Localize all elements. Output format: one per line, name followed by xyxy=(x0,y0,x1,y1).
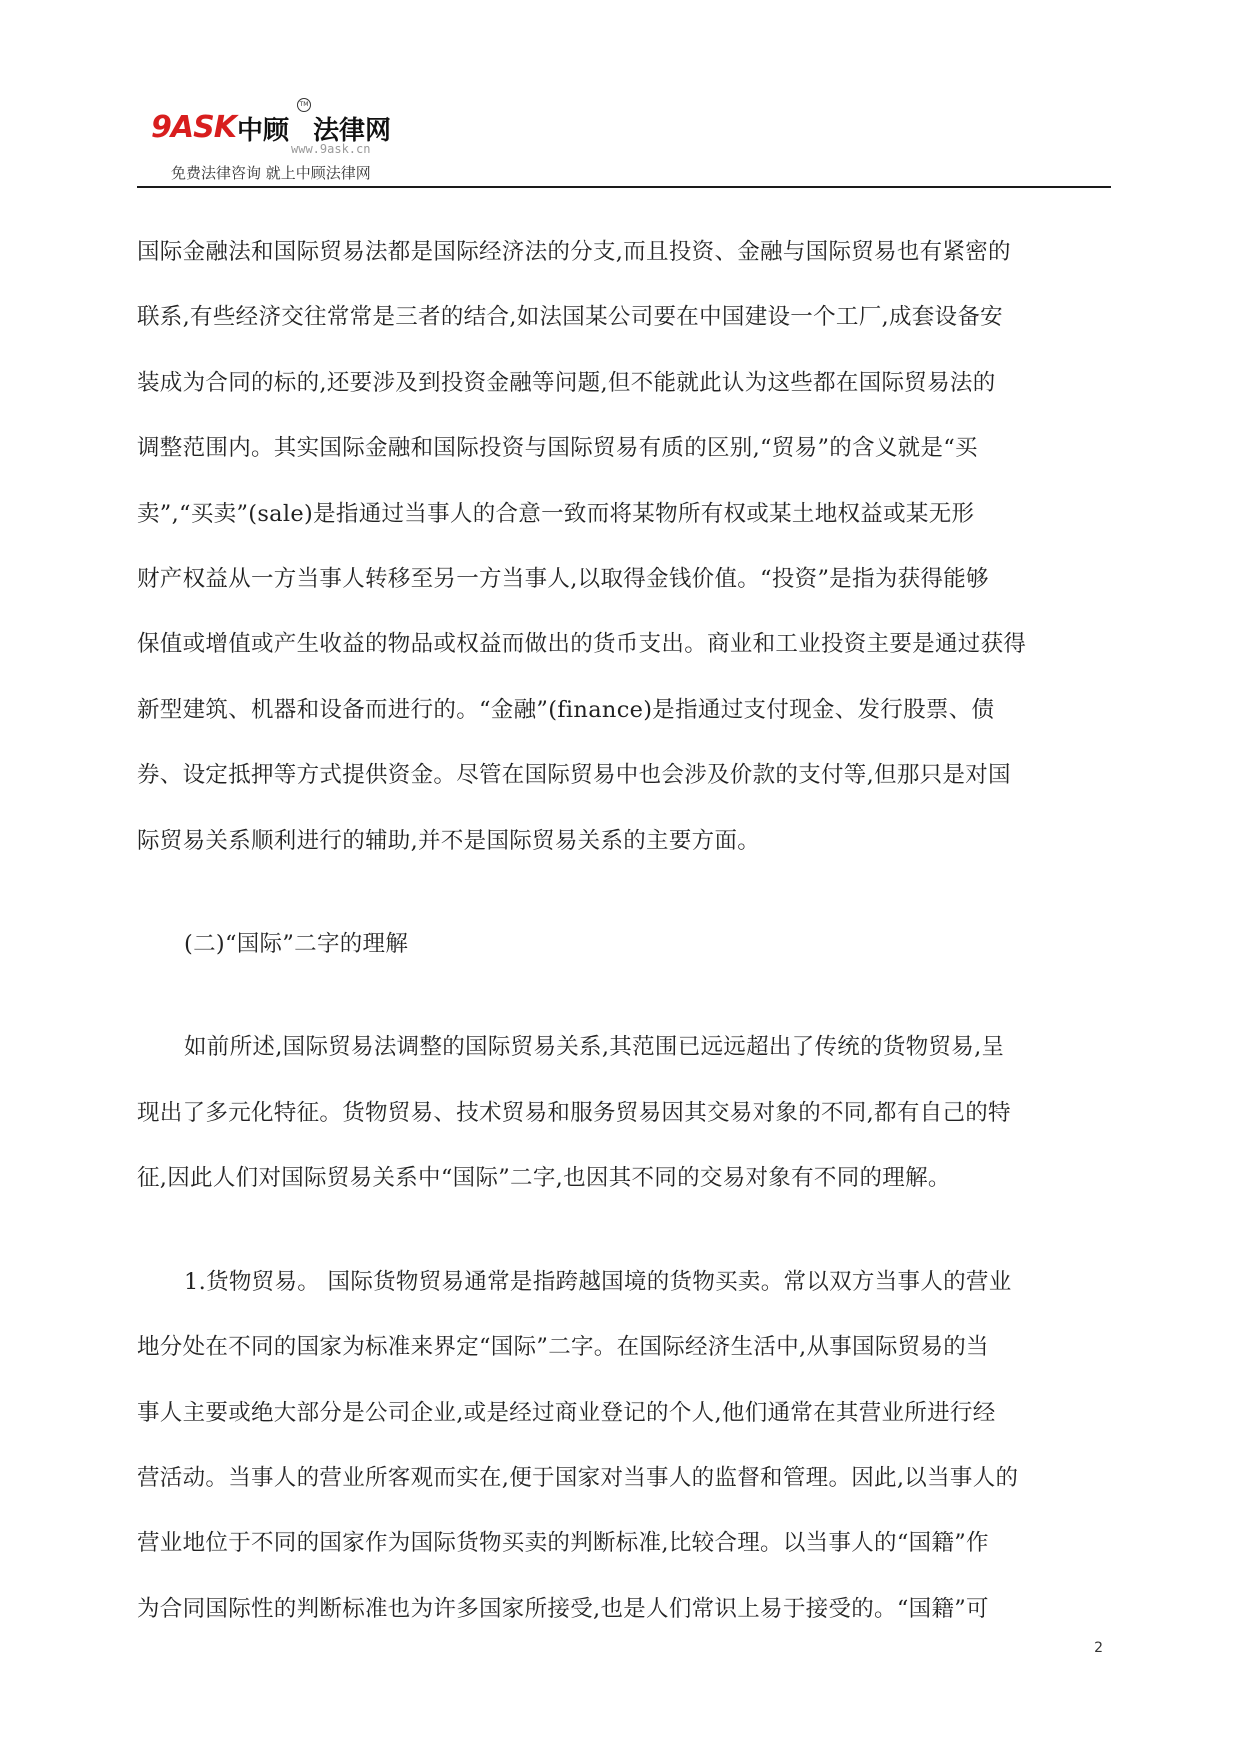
paragraph-international-meaning xyxy=(137,1015,1111,1211)
text-line: 营活动。当事人的营业所客观而实在,便于国家对当事人的监督和管理。因此,以当事人的 xyxy=(137,1464,1019,1491)
text-line: 券、设定抵押等方式提供资金。尽管在国际贸易中也会涉及价款的支付等,但那只是对国 xyxy=(137,762,1011,789)
text-line: 卖”,“买卖”(sale)是指通过当事人的合意一致而将某物所有权或某土地权益或某无形 xyxy=(137,500,975,527)
site-logo[interactable] xyxy=(151,92,411,182)
text-line: 现出了多元化特征。货物贸易、技术贸易和服务贸易因其交易对象的不同,都有自己的特 xyxy=(137,1099,1011,1126)
document-body xyxy=(137,220,1111,1642)
text-line: 财产权益从一方当事人转移至另一方当事人,以取得金钱价值。“投资”是指为获得能够 xyxy=(137,566,989,593)
text-line: 调整范围内。其实国际金融和国际投资与国际贸易有质的区别,“贸易”的含义就是“买 xyxy=(137,435,978,462)
text-line: 如前所述,国际贸易法调整的国际贸易关系,其范围已远远超出了传统的货物贸易,呈 xyxy=(184,1034,1005,1061)
text-line: 国际金融法和国际贸易法都是国际经济法的分支,而且投资、金融与国际贸易也有紧密的 xyxy=(137,239,1011,265)
section-heading xyxy=(137,912,1111,977)
text-line: 征,因此人们对国际贸易关系中“国际”二字,也因其不同的交易对象有不同的理解。 xyxy=(137,1165,951,1192)
heading-text: (二)“国际”二字的理解 xyxy=(184,931,409,958)
logo-url: www.9ask.cn xyxy=(291,142,371,156)
page-number: 2 xyxy=(1094,1640,1103,1656)
text-line: 保值或增值或产生收益的物品或权益而做出的货币支出。商业和工业投资主要是通过获得 xyxy=(137,631,1027,658)
text-line: 新型建筑、机器和设备而进行的。“金融”(finance)是指通过支付现金、发行股票、债 xyxy=(137,696,995,723)
logo-mark: 9ASK xyxy=(151,110,236,145)
text-line: 营业地位于不同的国家作为国际货物买卖的判断标准,比较合理。以当事人的“国籍”作 xyxy=(137,1530,989,1557)
text-line: 事人主要或绝大部分是公司企业,或是经过商业登记的个人,他们通常在其营业所进行经 xyxy=(137,1399,996,1426)
text-line: 地分处在不同的国家为标准来界定“国际”二字。在国际经济生活中,从事国际贸易的当 xyxy=(137,1334,989,1361)
text-line: 联系,有些经济交往常常是三者的结合,如法国某公司要在中国建设一个工厂,成套设备安 xyxy=(137,304,1003,331)
trademark-icon: TM xyxy=(297,98,311,112)
page-header xyxy=(137,86,1111,188)
logo-name-a: 中顾 xyxy=(237,116,290,146)
text-line: 装成为合同的标的,还要涉及到投资金融等问题,但不能就此认为这些都在国际贸易法的 xyxy=(137,369,996,396)
logo-slogan: 免费法律咨询 就上中顾法律网 xyxy=(171,164,371,182)
paragraph-goods-trade xyxy=(137,1250,1111,1642)
logo-name-b: 法律网 xyxy=(313,116,392,146)
text-line: 1.货物贸易。 国际货物贸易通常是指跨越国境的货物买卖。常以双方当事人的营业 xyxy=(184,1268,1012,1295)
text-line: 际贸易关系顺利进行的辅助,并不是国际贸易关系的主要方面。 xyxy=(137,827,761,854)
text-line: 为合同国际性的判断标准也为许多国家所接受,也是人们常识上易于接受的。“国籍”可 xyxy=(137,1595,989,1622)
paragraph-finance-investment xyxy=(137,220,1111,874)
